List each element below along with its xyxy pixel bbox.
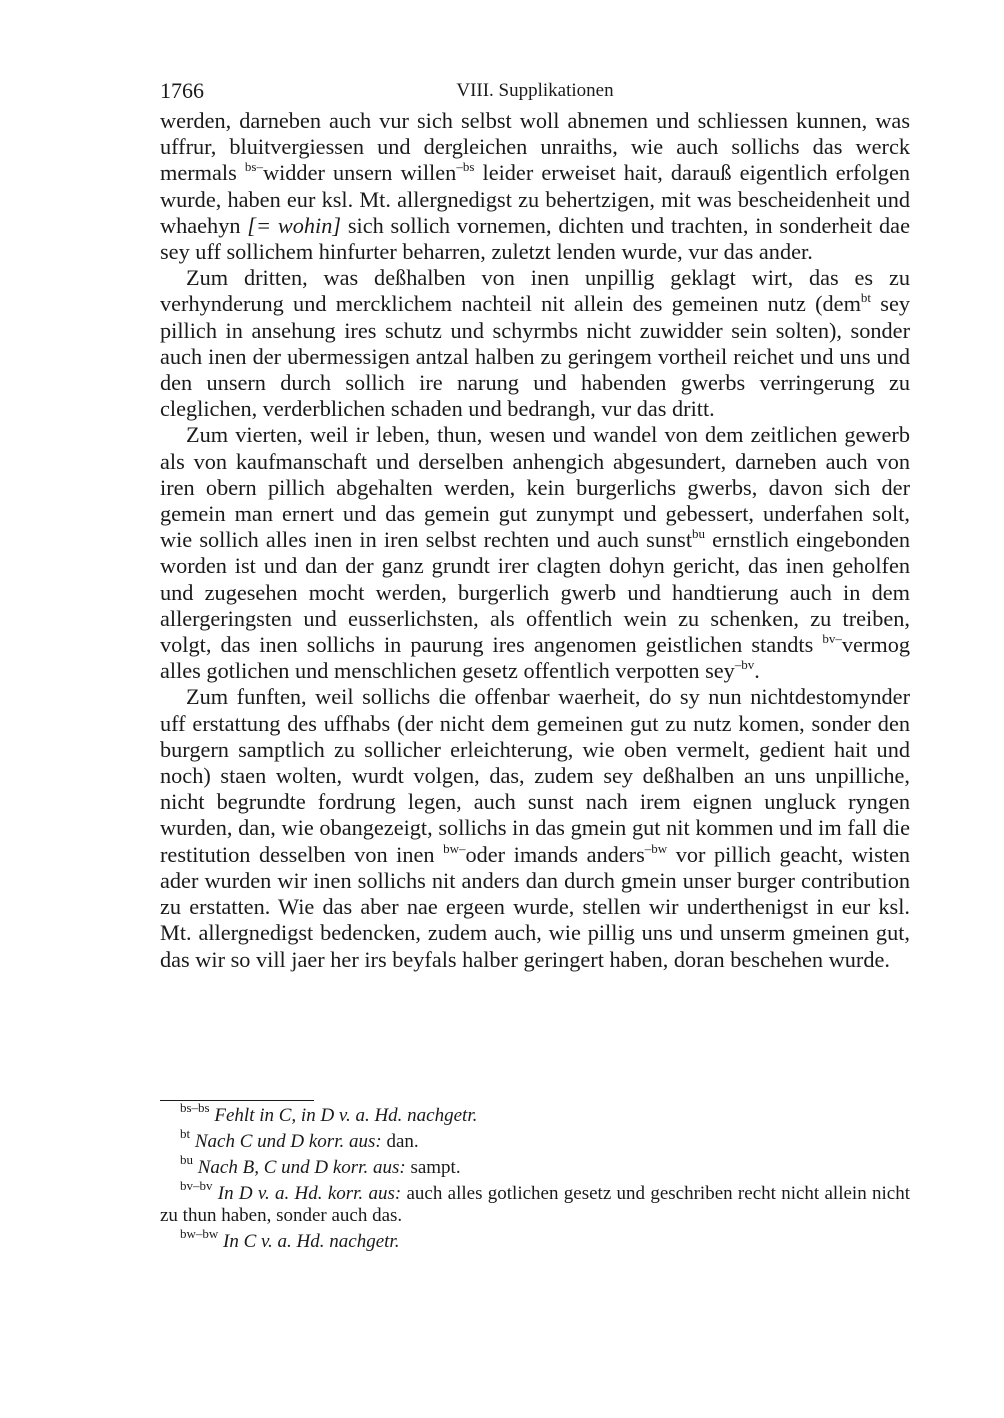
text-run: . [754, 658, 760, 684]
paragraph-3 [160, 422, 910, 684]
footnote-label: bv–bv [180, 1178, 213, 1193]
page-header [160, 78, 910, 108]
text-run: werden, darneben auch vur sich selbst woll abnemen und schliessen kunnen, was uffrur, bluitvergiessen und dergleichen unraiths, wie auch sollichs das werck mermals [160, 108, 910, 186]
footnote-mark: bw– [443, 840, 466, 856]
footnote-mark: bu [692, 526, 706, 542]
footnote-label: bu [180, 1152, 193, 1167]
editorial-note: [= wohin] [247, 212, 342, 238]
footnote-italic: Fehlt in C, in D v. a. Hd. nachgetr. [214, 1105, 478, 1126]
footnote-label: bw–bw [180, 1226, 219, 1241]
footnote-text: sampt. [410, 1157, 461, 1178]
footnote-mark: bs– [244, 159, 263, 175]
footnote-italic: In C v. a. Hd. nachgetr. [223, 1231, 400, 1252]
footnotes [160, 1100, 910, 1257]
text-run: vor pillich geacht, wisten ader wurden wir inen sollichs nit anders dan durch gmein unser burger contribution zu erstatten. Wie das aber nae ergeen wurde, stellen wir underthenigst in eur ksl. Mt. allergnedigst bedencken, zudem auch, wie pillig uns und unserm gmeinen gut, das wir so vill jaer her irs beyfals halber geringert haben, doran beschehen wurde. [160, 841, 910, 972]
footnote [160, 1126, 910, 1153]
footnote-mark: bt [860, 290, 872, 306]
text-run: ernstlich eingebonden worden ist und dan der ganz grundt irer clagten dohyn gericht, das inen geholfen und zugesehen mocht werden, burgerlich gwerb und handtierung auch in dem allergeringsten und eusserlichsten, als offentlich wein zu schenken, zu treiben, volgt, das inen sollichs in paurung ires angenomen geistlichen standts [160, 527, 910, 658]
footnote-text: dan. [386, 1131, 419, 1152]
text-run: sey pillich in ansehung ires schutz und schyrmbs nicht zuwidder sein solten), sonder auch inen der ubermessigen antzal halben zu geringem vortheil reichet und uns und den unsern durch sollich ire narung und habenden gwerbs verringerung zu cleglichen, verderblichen schaden und bedrangh, vur das dritt. [160, 291, 910, 422]
footnote-label: bs–bs [180, 1100, 210, 1115]
footnote-italic: Nach B, C und D korr. aus: [197, 1157, 406, 1178]
footnote-mark: bv– [822, 631, 842, 647]
text-run: sich sollich vornemen, dichten und trachten, in sonderheit dae sey uff sollichem hinfurter beharren, zuletzt lenden wurde, vur das ander. [160, 212, 910, 265]
text-run: widder unsern willen [262, 160, 457, 186]
text-run: leider erweiset hait, darauß eigentlich erfolgen wurde, haben eur ksl. Mt. allergnedigst zu behertzigen, mit was bescheidenheit und whaehyn [160, 160, 910, 238]
text-run: Zum funften, weil sollichs die offenbar waerheit, do sy nun nichtdestomynder uff erstattung des uffhabs (der nicht dem gemeinen gut zu nutz komen, sonder den burgern samptlich zu sollicher erleichterung, wie oben vermelt, gedient hait und noch) staen wolten, wurdt volgen, das, zudem sey deßhalben an uns unpilliche, nicht begrundte fordrung legen, auch sunst nach irem eignen ungluck ryngen wurden, dan, wie obangezeigt, sollichs in das gmein gut nit kommen und im fall die restitution desselben von inen [160, 684, 910, 867]
text-run: Zum vierten, weil ir leben, thun, wesen und wandel von dem zeitlichen gewerb als von kaufmanschaft und derselben anhengich abgesundert, darneben auch von iren obern pillich abgehalten werden, kein burgerlichs gwerbs, davon sich der gemein man ernert und das gemein gut zunympt und gebessert, underfahen solt, wie sollich alles inen in iren selbst rechten und auch sunst [160, 422, 910, 553]
running-title: VIII. Supplikationen [456, 80, 614, 101]
footnote [160, 1152, 910, 1179]
text-run: Zum dritten, was deßhalben von inen unpillig geklagt wirt, das es zu verhynderung und mercklichem nachteil nit allein des gemeinen nutz (dem [160, 265, 910, 317]
footnote [160, 1100, 910, 1127]
page [160, 78, 910, 973]
footnote-label: bt [180, 1126, 191, 1141]
page-number: 1766 [160, 78, 204, 103]
footnote [160, 1178, 910, 1227]
body-text [160, 108, 910, 973]
text-run: vermog alles gotlichen und menschlichen gesetz offentlich verpotten sey [160, 632, 910, 684]
footnote-mark: –bs [456, 159, 475, 175]
footnote [160, 1226, 910, 1253]
footnote-mark: –bw [644, 840, 668, 856]
footnote-italic: Nach C und D korr. aus: [194, 1131, 382, 1152]
footnote-text: auch alles gotlichen gesetz und geschriben recht nicht allein nicht zu thun haben, sonder auch das. [160, 1183, 910, 1226]
footnote-italic: In D v. a. Hd. korr. aus: [217, 1183, 402, 1204]
text-run: oder imands anders [465, 841, 645, 867]
footnote-mark: –bv [734, 657, 755, 673]
paragraph-1 [160, 108, 910, 265]
paragraph-2 [160, 265, 910, 422]
paragraph-4 [160, 684, 910, 972]
